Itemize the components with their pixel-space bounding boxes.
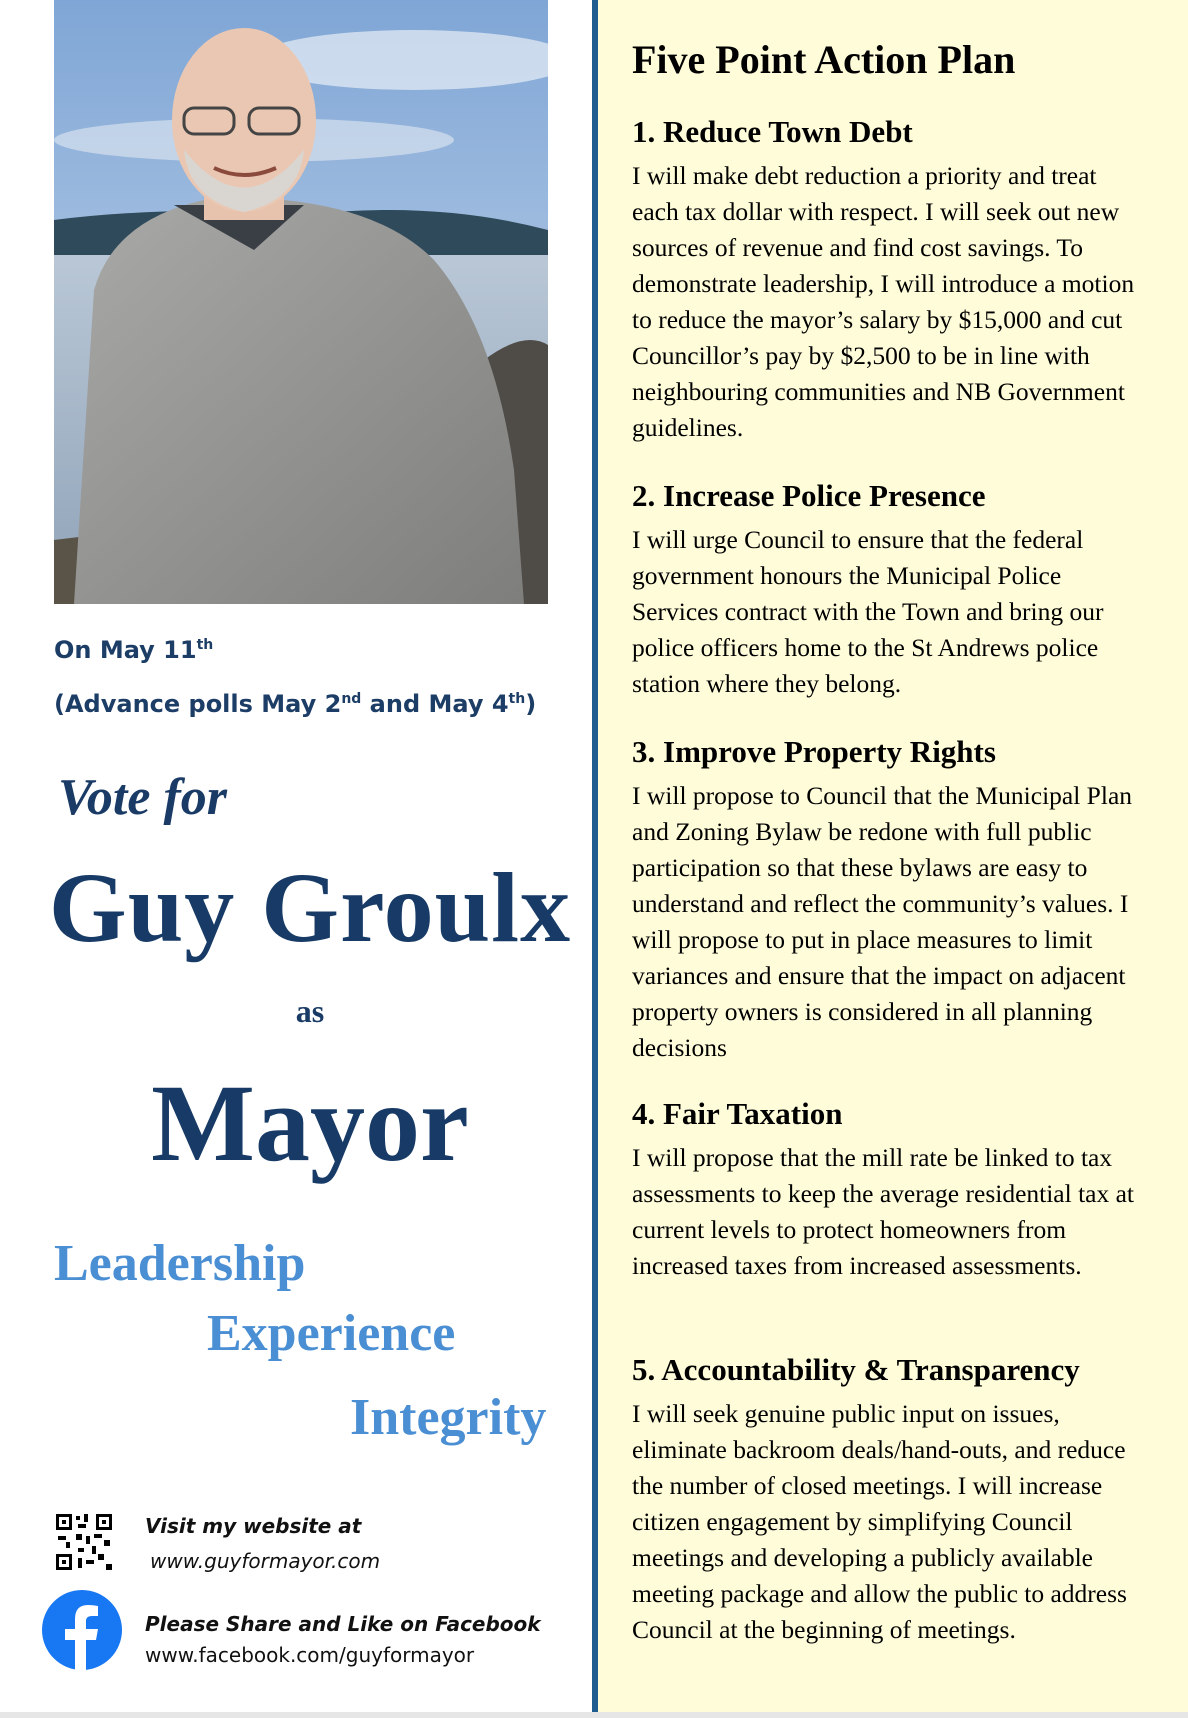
plan-point-heading: 4. Fair Taxation [632,1096,843,1131]
office-title: Mayor [151,1062,469,1184]
qr-code-icon[interactable] [54,1512,114,1572]
plan-point-body: I will propose that the mill rate be linked to tax assessments to keep the average residential tax at current levels to protect homeowners from increased taxes from increased assessments. [632,1143,1135,1280]
plan-point-heading: 2. Increase Police Presence [632,478,986,513]
plan-point-body: I will urge Council to ensure that the federal government honours the Municipal Police Services contract with the Town and bring our police officers home to the St Andrews police station where they belong. [632,525,1104,698]
share-label: Please Share and Like on Facebook [145,1612,541,1636]
plan-point-1 [632,114,1140,446]
plan-point-3 [632,734,1140,1066]
plan-point-body: I will propose to Council that the Municipal Plan and Zoning Bylaw be redone with full public participation so that these bylaws are easy to understand and reflect the community’s values. I will propose to put in place measures to limit variances and ensure that the impact on adjacent property owners is considered in all planning decisions [632,781,1133,1062]
visit-label: Visit my website at [145,1514,362,1538]
plan-point-2 [632,478,1140,702]
candidate-photo [54,0,548,604]
advance-polls: (Advance polls May 2nd and May 4th) [54,690,537,718]
plan-point-heading: 3. Improve Property Rights [632,734,996,769]
plan-point-5 [632,1352,1140,1648]
website-link[interactable]: www.guyformayor.com [150,1549,381,1573]
plan-point-heading: 1. Reduce Town Debt [632,114,913,149]
plan-title: Five Point Action Plan [632,37,1016,82]
value-experience: Experience [207,1305,456,1362]
candidate-name: Guy Groulx [48,852,572,963]
value-leadership: Leadership [54,1235,306,1292]
plan-point-4 [632,1096,1140,1284]
facebook-link[interactable]: www.facebook.com/guyformayor [145,1643,475,1667]
plan-point-heading: 5. Accountability & Transparency [632,1352,1080,1387]
plan-point-body: I will seek genuine public input on issues, eliminate backroom deals/hand-outs, and reduce the number of closed meetings. I will increase citizen engagement by simplifying Council meetings and developing a publicly available meeting package and allow the public to address Council at the beginning of meetings. [632,1399,1127,1644]
vote-for: Vote for [58,769,227,826]
as-word: as [295,993,325,1029]
value-integrity: Integrity [350,1389,547,1446]
election-date: On May 11th [54,636,214,664]
plan-point-body: I will make debt reduction a priority and treat each tax dollar with respect. I will seek out new sources of revenue and find cost savings. To demonstrate leadership, I will introduce a motion to reduce the mayor’s salary by $15,000 and cut Councillor’s pay by $2,500 to be in line with neighbouring communities and NB Government guidelines. [632,161,1135,442]
facebook-icon[interactable] [42,1590,122,1670]
